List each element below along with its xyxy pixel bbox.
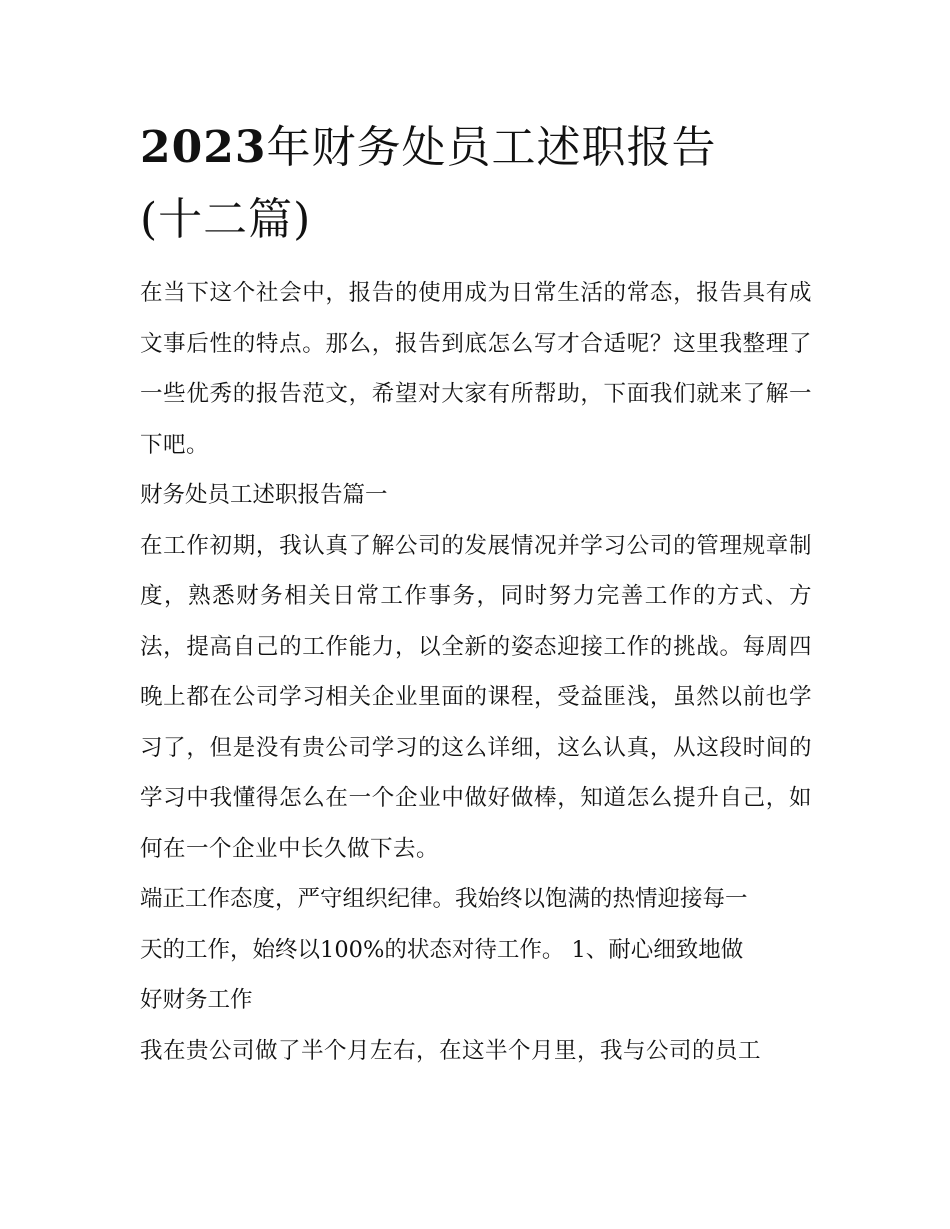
title-text: 年财务处员工述职报告: [266, 122, 717, 173]
section-heading: 财务处员工述职报告篇一: [140, 482, 388, 508]
document-body: [140, 118, 812, 1076]
title-line-2: (十二篇): [140, 194, 312, 245]
title-line-1: [140, 118, 812, 178]
paragraph-2-line-2: 天的工作，始终以100%的状态对待工作。 1、耐心细致地做: [140, 936, 744, 963]
title-year: 2023: [140, 122, 267, 173]
paragraph-1: 在工作初期，我认真了解公司的发展情况并学习公司的管理规章制度，熟悉财务相关日常工作事务，同时努力完善工作的方式、方法，提高自己的工作能力，以全新的姿态迎接工作的挑战。每周四晚上都在公司学习相关企业里面的课程，受益匪浅，虽然以前也学习了，但是没有贵公司学习的这么详细，这么认真，从这段时间的学习中我懂得怎么在一个企业中做好做棒，知道怎么提升自己，如何在一个企业中长久做下去。: [140, 532, 812, 862]
paragraph-3: 我在贵公司做了半个月左右，在这半个月里，我与公司的员工: [140, 1037, 762, 1064]
intro-paragraph: 在当下这个社会中，报告的使用成为日常生活的常态，报告具有成文事后性的特点。那么，报告到底怎么写才合适呢？这里我整理了一些优秀的报告范文，希望对大家有所帮助，下面我们就来了解一下吧。: [140, 280, 812, 458]
paragraph-2-line-3: 好财务工作: [140, 987, 253, 1013]
document-title: [140, 118, 812, 250]
paragraph-2-line-1: 端正工作态度，严守组织纪律。我始终以饱满的热情迎接每一: [140, 886, 748, 912]
